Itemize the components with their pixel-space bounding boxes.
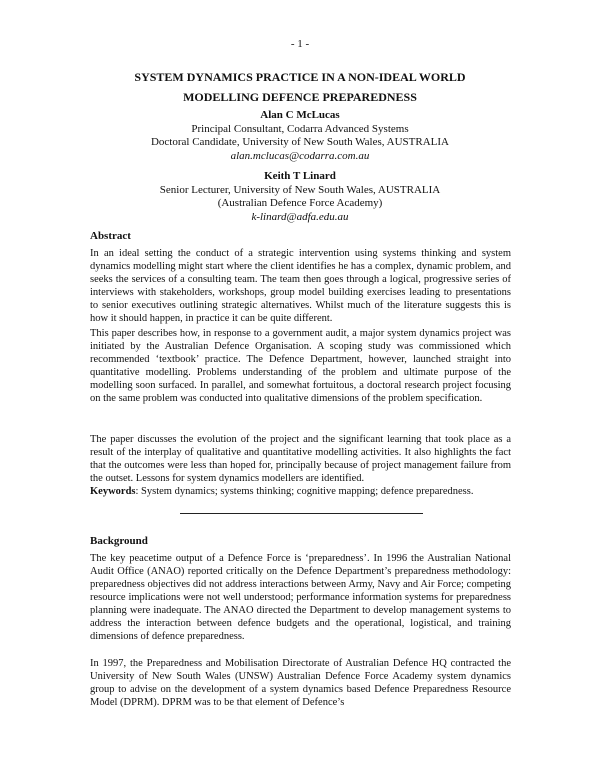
- background-paragraph-2: In 1997, the Preparedness and Mobilisation Directorate of Australian Defence HQ contracted the University of New South Wales (UNSW) Australian Defence Force Academy system dynamics group to advise on the development of a system dynamics based Defence Preparedness Resource Model (DPRM). DPRM was to be that element of Defence’s: [90, 658, 511, 708]
- abstract-paragraph-3: The paper discusses the evolution of the project and the significant learning that took place as a result of the interplay of qualitative and quantitative modelling activities. It also highlights the fact that the outcomes were less than hoped for, principally because of project management failure from the outset. Lessons for system dynamics modellers are identified.: [90, 434, 511, 484]
- abstract-heading: Abstract: [90, 230, 131, 242]
- section-divider: [180, 513, 423, 514]
- author-1-affiliation-1: Principal Consultant, Codarra Advanced Systems: [191, 122, 409, 135]
- author-2-affiliation-2: (Australian Defence Force Academy): [217, 197, 383, 209]
- author-1-affiliation-2: Doctoral Candidate, University of New South Wales, AUSTRALIA: [150, 136, 449, 148]
- background-heading: Background: [90, 535, 148, 547]
- author-2-block: [0, 170, 600, 224]
- paper-title-line-1: SYSTEM DYNAMICS PRACTICE IN A NON-IDEAL WORLD: [134, 70, 466, 84]
- author-1-email: alan.mclucas@codarra.com.au: [230, 149, 370, 162]
- abstract-paragraph-2: This paper describes how, in response to a government audit, a major system dynamics project was initiated by the Australian Defence Organisation. A scoping study was commissioned which recommended ‘textbook’ practice. The Defence Department, however, launched straight into quantitative modelling. Problems understanding of the problem and ultimate purpose of the modelling soon surfaced. In parallel, and somewhat fortuitous, a doctoral research project focusing on the same problem was conducted into qualitative dimensions of the problem specification.: [90, 328, 511, 404]
- author-2-name: Keith T Linard: [264, 170, 336, 182]
- keywords-text: : System dynamics; systems thinking; cognitive mapping; defence preparedness.: [135, 486, 474, 497]
- author-2-email: k-linard@adfa.edu.au: [251, 210, 349, 223]
- paper-title-line-2: MODELLING DEFENCE PREPAREDNESS: [183, 90, 417, 104]
- keywords-line: [90, 485, 511, 498]
- author-1-block: [0, 109, 600, 163]
- keywords-label: Keywords: [90, 486, 136, 497]
- abstract-paragraph-1: In an ideal setting the conduct of a strategic intervention using systems thinking and system dynamics modelling might start where the client identifies he has a complex, dynamic problem, and seeks the services of a consulting team. The team then goes through a logical, progressive series of interviews with stakeholders, workshops, group model building exercises leading to presentations to senior executives outlining strategic alternatives. Whilst much of the literature suggests this is how it should happen, in practice it can be quite different.: [90, 248, 511, 324]
- author-1-name: Alan C McLucas: [260, 109, 340, 121]
- background-paragraph-1: The key peacetime output of a Defence Force is ‘preparedness’. In 1996 the Australian National Audit Office (ANAO) reported critically on the Defence Department’s preparedness methodology: preparedness objectives did not address interactions between Army, Navy and Air Force; competing resource implications were not well understood; performance information systems for preparedness planning were inadequate. The ANAO directed the Department to develop management systems to address the interaction between defence budgets and the operational, logistical, and training dimensions of defence preparedness.: [90, 553, 511, 642]
- page-number: - 1 -: [290, 38, 310, 50]
- author-2-affiliation-1: Senior Lecturer, University of New South Wales, AUSTRALIA: [159, 183, 441, 196]
